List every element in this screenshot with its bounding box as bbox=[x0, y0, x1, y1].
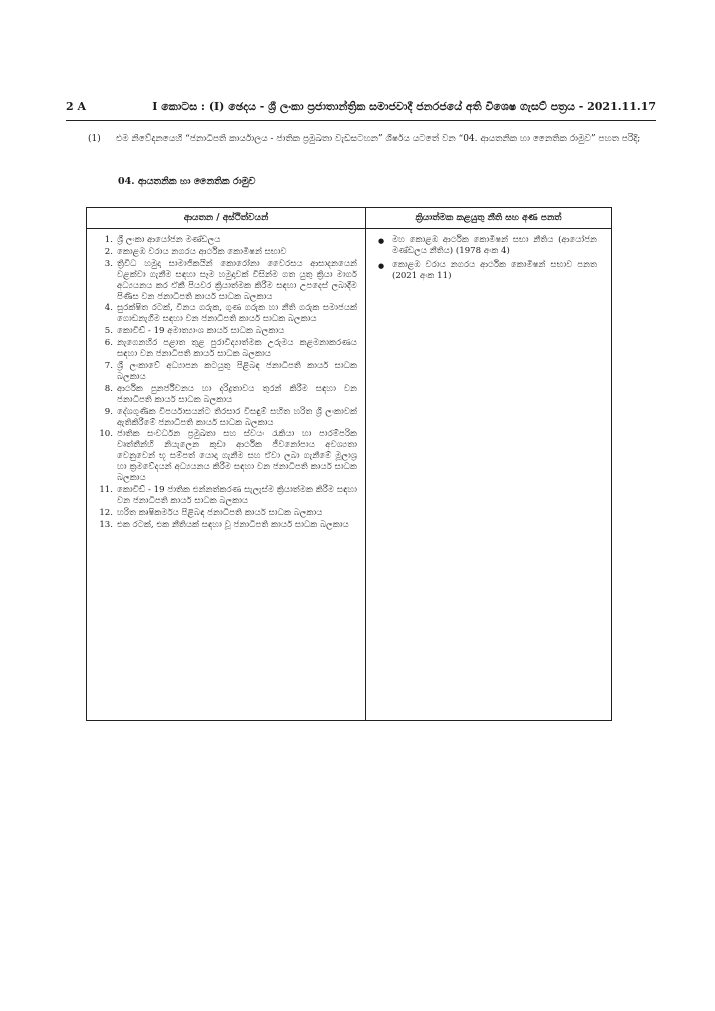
law-title: මහ කොළඹ ආර්ථික කොමිෂන් සභා නීතිය (ආයෝජන මණ්ඩලය නීතිය) (1978 අංක 4) bbox=[392, 235, 597, 256]
institution-name: ශ්‍රී ලංකා ආයෝජන මණ්ඩලය bbox=[117, 235, 221, 245]
institutions-column-header: ආයතන / අස්ථිත්වයන් bbox=[87, 208, 366, 229]
section-heading: 04. ආයතනික හා නෛතික රාමුව bbox=[118, 176, 256, 187]
header-divider bbox=[66, 120, 656, 121]
institution-item bbox=[91, 508, 357, 519]
institution-name: කොවිඩ් - 19 අමාත්‍යාංශ කාර්ය සාධක බලකාය bbox=[117, 326, 285, 337]
laws-list bbox=[366, 229, 611, 282]
institution-number: 9. bbox=[104, 406, 113, 417]
institution-number: 11. bbox=[99, 484, 113, 495]
institution-item bbox=[91, 485, 357, 507]
laws-cell bbox=[366, 229, 612, 721]
intro-number: (1) bbox=[88, 134, 101, 144]
institution-number: 6. bbox=[104, 338, 113, 349]
intro-paragraph bbox=[88, 132, 654, 146]
framework-table bbox=[86, 207, 612, 721]
law-item bbox=[378, 260, 597, 282]
institutions-list bbox=[87, 229, 365, 531]
institution-number: 5. bbox=[104, 326, 113, 337]
bullet-icon: ● bbox=[378, 237, 385, 245]
institution-item bbox=[91, 247, 357, 258]
institution-name: ජාතික සංවර්ධන ප්‍රමුඛතා සහ ස්වයං රැකියා හා පාරම්පරික වෘත්තීන්හි නියැලෙන කුඩා ආර්ථික ජීවනෝපාය අවශ්‍යතා වෙනුවෙන් භූ සම්පත් යොදා ගැනීම සහ ඒවා ලබා ගැනීමේ මූලාශ්‍ර හා ක්‍රමවේදයන් අධ්‍යයනය කිරීම සඳහා වන ජනාධිපති කාර්ය සාධක බලකාය bbox=[117, 429, 357, 484]
institution-item bbox=[91, 259, 357, 303]
law-title: කොළඹ වරාය නගරය ආර්ථික කොමිෂන් සභාව පනත (2021 අංක 11) bbox=[392, 260, 597, 281]
institution-number: 12. bbox=[99, 507, 113, 518]
institution-name: කොළඹ වරාය නගරය ආර්ථික කොමිෂන් සභාව bbox=[117, 246, 287, 257]
institution-item bbox=[91, 407, 357, 429]
institution-item bbox=[91, 520, 357, 531]
institution-name: නැගෙනහිර පළාත තුළ පුරාවිද්‍යාත්මක උරුමය කළමනාකරණය සඳහා වන ජනාධිපති කාර්ය සාධක බලකාය bbox=[117, 338, 357, 360]
institution-name: ත්‍රිවිධ හමුදා සාමාජිකයින් කොරෝනා වෛරසය ආසාදනයෙන් වළක්වා ගැනීම සඳහා සෑම හමුදාවක් විසින්ම ගත යුතු ක්‍රියා මාර්ග අධ්‍යයනය කර ඒකී පියවර ක්‍රියාත්මක කිරීම සඳහා උපදෙස් ලබාදීම පිණිස වන ජනාධිපති කාර්ය සාධක බලකාය bbox=[117, 258, 357, 302]
intro-text: එම නිවේදනයෙහි “ජනාධිපති කාර්යාලය - ජාතික ප්‍රමුඛතා වැඩසටහන” ශීර්ෂය යටතේ වන “04. ආයතනික හා නෛතික රාමුව” පහත පරිදි; bbox=[116, 134, 641, 144]
laws-column-header: ක්‍රියාත්මක කළයුතු නීති සහ අණ පනත් bbox=[366, 208, 612, 229]
gazette-title: I කොටස : (I) ඡෙදය - ශ්‍රී ලංකා ප්‍රජාතාන්ත්‍රික සමාජවාදී ජනරජයේ අති විශෙෂ ගැසට් පත්‍රය - 2021.11.17 bbox=[152, 100, 656, 113]
institution-number: 3. bbox=[104, 258, 113, 269]
institution-item bbox=[91, 361, 357, 383]
institution-number: 10. bbox=[99, 429, 113, 440]
page-header bbox=[66, 100, 656, 114]
institution-item bbox=[91, 326, 357, 337]
institution-item bbox=[91, 429, 357, 484]
institution-number: 7. bbox=[104, 360, 113, 371]
institution-name: කොවිඩ් - 19 ජාතික එන්නත්කරණ සැලැස්ම ක්‍රියාත්මක කිරීම සඳහා වන ජනාධිපති කාර්ය සාධක බලකාය bbox=[117, 484, 357, 506]
page-number: 2 A bbox=[66, 100, 87, 113]
institution-number: 2. bbox=[104, 246, 113, 257]
institution-name: සුරක්ෂිත රටක්, විනය ගරුක, ගුණ ගරුක හා නීති ගරුක සමාජයක් ගොඩනැගීම සඳහා වන ජනාධිපති කාර්ය සාධක බලකාය bbox=[117, 303, 357, 325]
institution-name: හරිත කෘෂිකර්මය පිළිබඳ ජනාධිපති කාර්ය සාධක බලකාය bbox=[117, 507, 323, 518]
institution-number: 1. bbox=[104, 235, 113, 245]
law-item bbox=[378, 235, 597, 257]
institution-number: 13. bbox=[99, 519, 113, 530]
institution-item bbox=[91, 338, 357, 360]
institution-item bbox=[91, 384, 357, 406]
institution-name: ශ්‍රී ලංකාවේ අධ්‍යාපන කටයුතු පිළිබඳ ජනාධිපති කාර්ය සාධක බලකාය bbox=[117, 360, 357, 382]
institutions-cell bbox=[87, 229, 366, 721]
institution-name: ආර්ථික පුනර්ජීවනය හා දරිද්‍රතාවය තුරන් කිරීම සඳහා වන ජනාධිපති කාර්ය සාධක බලකාය bbox=[117, 383, 357, 405]
institution-name: දේශගුණික විපර්යාසයන්ට තිරසාර විසඳුම් සහිත හරිත ශ්‍රී ලංකාවක් ඇතිකිරීමේ ජනාධිපති කාර්ය සාධක බලකාය bbox=[117, 406, 357, 428]
institution-number: 8. bbox=[104, 383, 113, 394]
institution-name: එක රටක්, එක නීතියක් සඳහා වූ ජනාධිපති කාර්ය සාධක බලකාය bbox=[117, 519, 349, 530]
bullet-icon: ● bbox=[378, 262, 385, 270]
institution-item bbox=[91, 235, 357, 246]
institution-item bbox=[91, 303, 357, 325]
institution-number: 4. bbox=[104, 303, 113, 314]
